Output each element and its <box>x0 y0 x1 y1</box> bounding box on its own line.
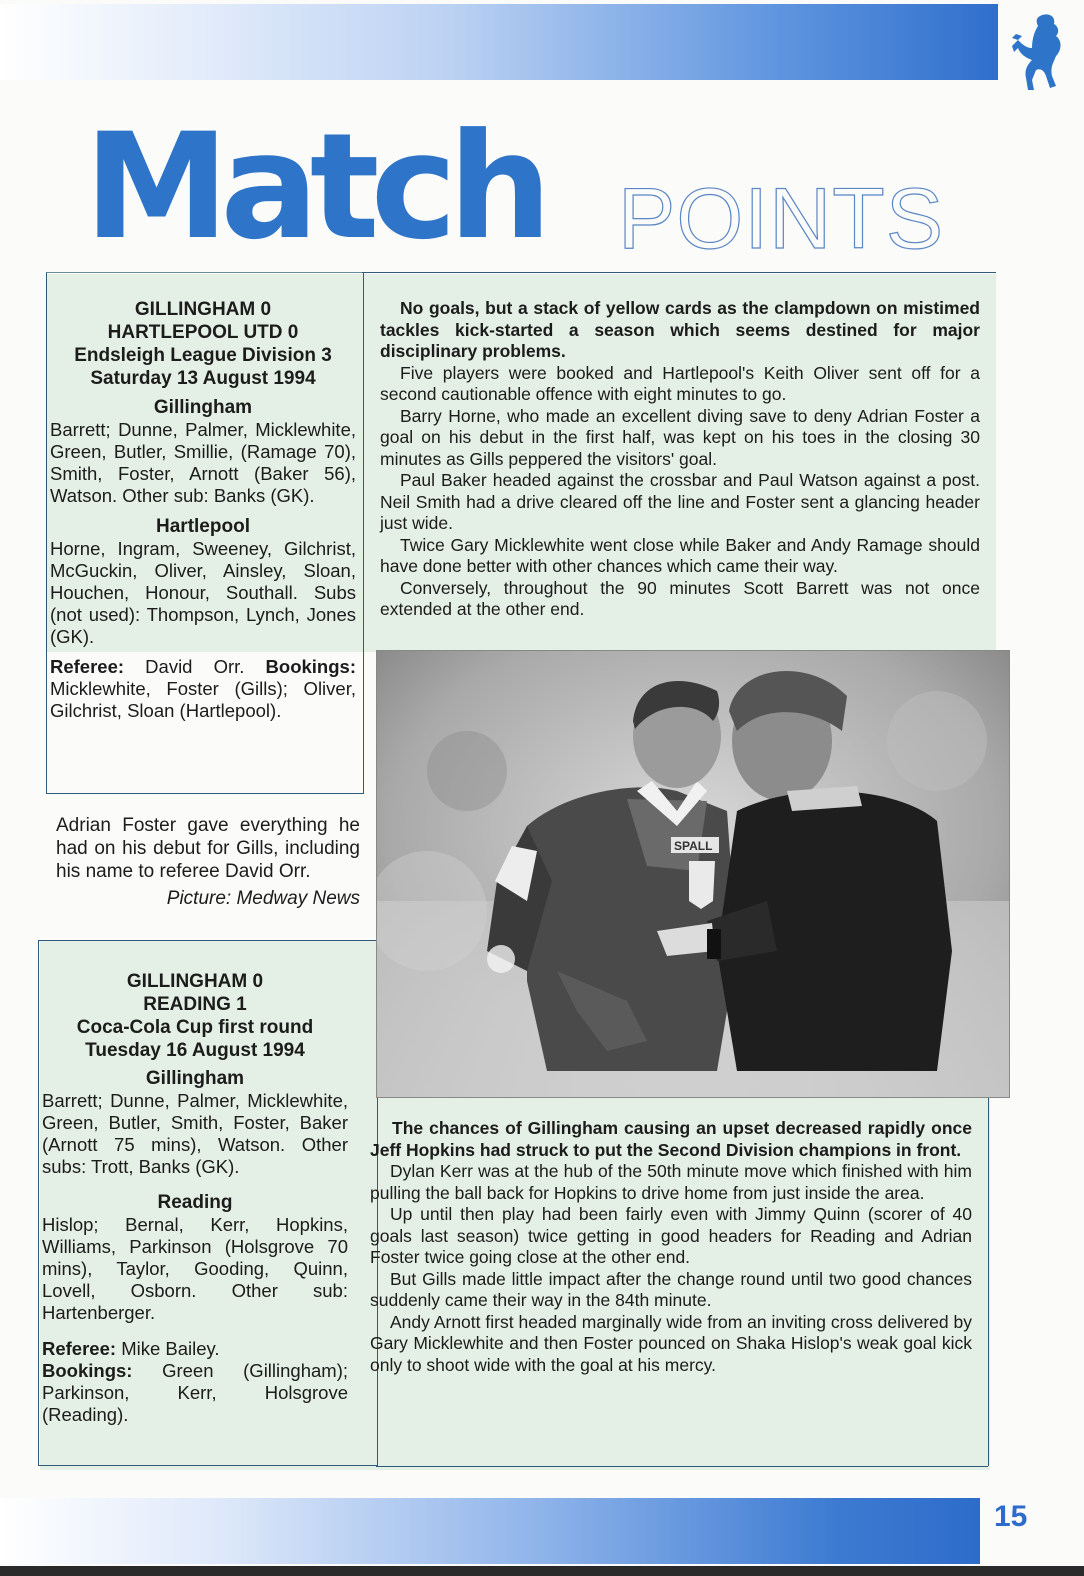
match1-date: Saturday 13 August 1994 <box>90 368 316 389</box>
match2-report-paragraph: Andy Arnott first headed marginally wide from an inviting cross delivered by Gary Micklewhite and then Foster pounced on Shaka Hislop's weak goal kick only to shoot wide with the goal at his mercy. <box>370 1311 972 1375</box>
match1-details <box>50 298 356 722</box>
match1-home-label: Gillingham <box>153 397 253 418</box>
horse-crest-icon <box>1010 10 1066 92</box>
match2-report <box>370 1118 972 1376</box>
match1-referee-label: Referee: <box>50 656 125 677</box>
match2-referee-label: Referee: <box>42 1338 117 1359</box>
match1-report-paragraph: Twice Gary Micklewhite went close while Baker and Andy Ramage should have done better with other chances which came their way. <box>380 534 980 576</box>
match-photo <box>376 650 1010 1098</box>
match2-home-label: Gillingham <box>145 1068 245 1089</box>
match2-home-score: GILLINGHAM 0 <box>126 971 264 992</box>
match2-away-label: Reading <box>157 1192 233 1213</box>
photo-credit: Picture: Medway News <box>166 888 360 909</box>
bottom-edge <box>0 1566 1084 1576</box>
match1-report-paragraph: Five players were booked and Hartlepool's Keith Oliver sent off for a second cautionable offence with eight minutes to go. <box>380 362 980 404</box>
match1-competition: Endsleigh League Division 3 <box>74 345 332 366</box>
match1-report-paragraph: Conversely, throughout the 90 minutes Scott Barrett was not once extended at the other end. <box>380 577 980 619</box>
match1-report-lead: No goals, but a stack of yellow cards as the clampdown on mistimed tackles kick-started a season which seems destined for major disciplinary problems. <box>380 298 980 361</box>
match2-date: Tuesday 16 August 1994 <box>85 1040 305 1061</box>
page-number: 15 <box>994 1500 1028 1533</box>
match1-home-lineup: Barrett; Dunne, Palmer, Micklewhite, Green, Butler, Smillie, (Ramage 70), Smith, Foster, Arnott (Baker 56), Watson. Other sub: Banks (GK). <box>50 419 356 506</box>
match2-away-score: READING 1 <box>143 994 247 1015</box>
match2-report-lead: The chances of Gillingham causing an upset decreased rapidly once Jeff Hopkins had struck to put the Second Division champions in front. <box>370 1118 972 1160</box>
match1-bookings: Micklewhite, Foster (Gills); Oliver, Gilchrist, Sloan (Hartlepool). <box>50 678 356 721</box>
match1-home-score: GILLINGHAM 0 <box>134 299 272 320</box>
match2-referee: Mike Bailey. <box>121 1338 220 1359</box>
match2-bottom-border <box>376 1466 988 1467</box>
match1-bookings-label: Bookings: <box>265 656 356 677</box>
match2-report-paragraph: Dylan Kerr was at the hub of the 50th minute move which finished with him pulling the ball back for Hopkins to drive home from just inside the area. <box>370 1161 972 1203</box>
photo-caption: Adrian Foster gave everything he had on his debut for Gills, including his name to referee David Orr. <box>56 815 360 882</box>
match1-away-label: Hartlepool <box>156 516 250 537</box>
match2-officials <box>42 1338 348 1426</box>
match2-report-paragraph: But Gills made little impact after the change round until two good chances suddenly came their way in the 84th minute. <box>370 1268 972 1310</box>
match2-report-paragraph: Up until then play had been fairly even with Jimmy Quinn (scorer of 40 goals last season) twice getting in good headers for Reading and Adrian Foster twice going close at the other end. <box>370 1204 972 1267</box>
match2-details <box>42 970 348 1426</box>
match1-report-paragraph: Barry Horne, who made an excellent diving save to deny Adrian Foster a goal on his debut in the first half, was kept on his toes in the closing 30 minutes as Gills peppered the visitors' goal. <box>380 405 980 469</box>
match2-home-lineup: Barrett; Dunne, Palmer, Micklewhite, Green, Butler, Smith, Foster, Baker (Arnott 75 mins), Watson. Other subs: Trott, Banks (GK). <box>42 1090 348 1177</box>
page-title <box>84 102 984 272</box>
shirt-sponsor-text: SPALL <box>674 839 713 853</box>
match2-bookings: Green (Gillingham); Parkinson, Kerr, Holsgrove (Reading). <box>42 1360 349 1425</box>
match2-bookings-label: Bookings: <box>42 1360 133 1381</box>
match2-report-border <box>988 1096 989 1466</box>
match1-report-paragraph: Paul Baker headed against the crossbar and Paul Watson against a post. Neil Smith had a drive cleared off the line and Foster sent a glancing header just wide. <box>380 470 980 533</box>
header-band <box>0 4 998 80</box>
match2-competition: Coca-Cola Cup first round <box>76 1017 314 1038</box>
match1-report-border <box>362 272 996 273</box>
match2-away-lineup: Hislop; Bernal, Kerr, Hopkins, Williams, Parkinson (Holsgrove 70 mins), Taylor, Gooding, Quinn, Lovell, Osborn. Other sub: Hartenberger. <box>42 1214 348 1323</box>
photo-illustration <box>377 651 1009 1097</box>
match1-away-lineup: Horne, Ingram, Sweeney, Gilchrist, McGuckin, Oliver, Ainsley, Sloan, Houchen, Honour, Southall. Subs (not used): Thompson, Lynch, Jones (GK). <box>50 538 356 647</box>
match1-officials <box>50 656 356 722</box>
footer-band <box>0 1498 980 1564</box>
title-points: POINTS <box>618 171 945 267</box>
match1-report <box>380 298 980 621</box>
match1-referee: David Orr. <box>145 656 245 677</box>
photo-caption-block <box>56 814 360 910</box>
match1-away-score: HARTLEPOOL UTD 0 <box>107 322 299 343</box>
title-match: Match <box>84 102 544 272</box>
